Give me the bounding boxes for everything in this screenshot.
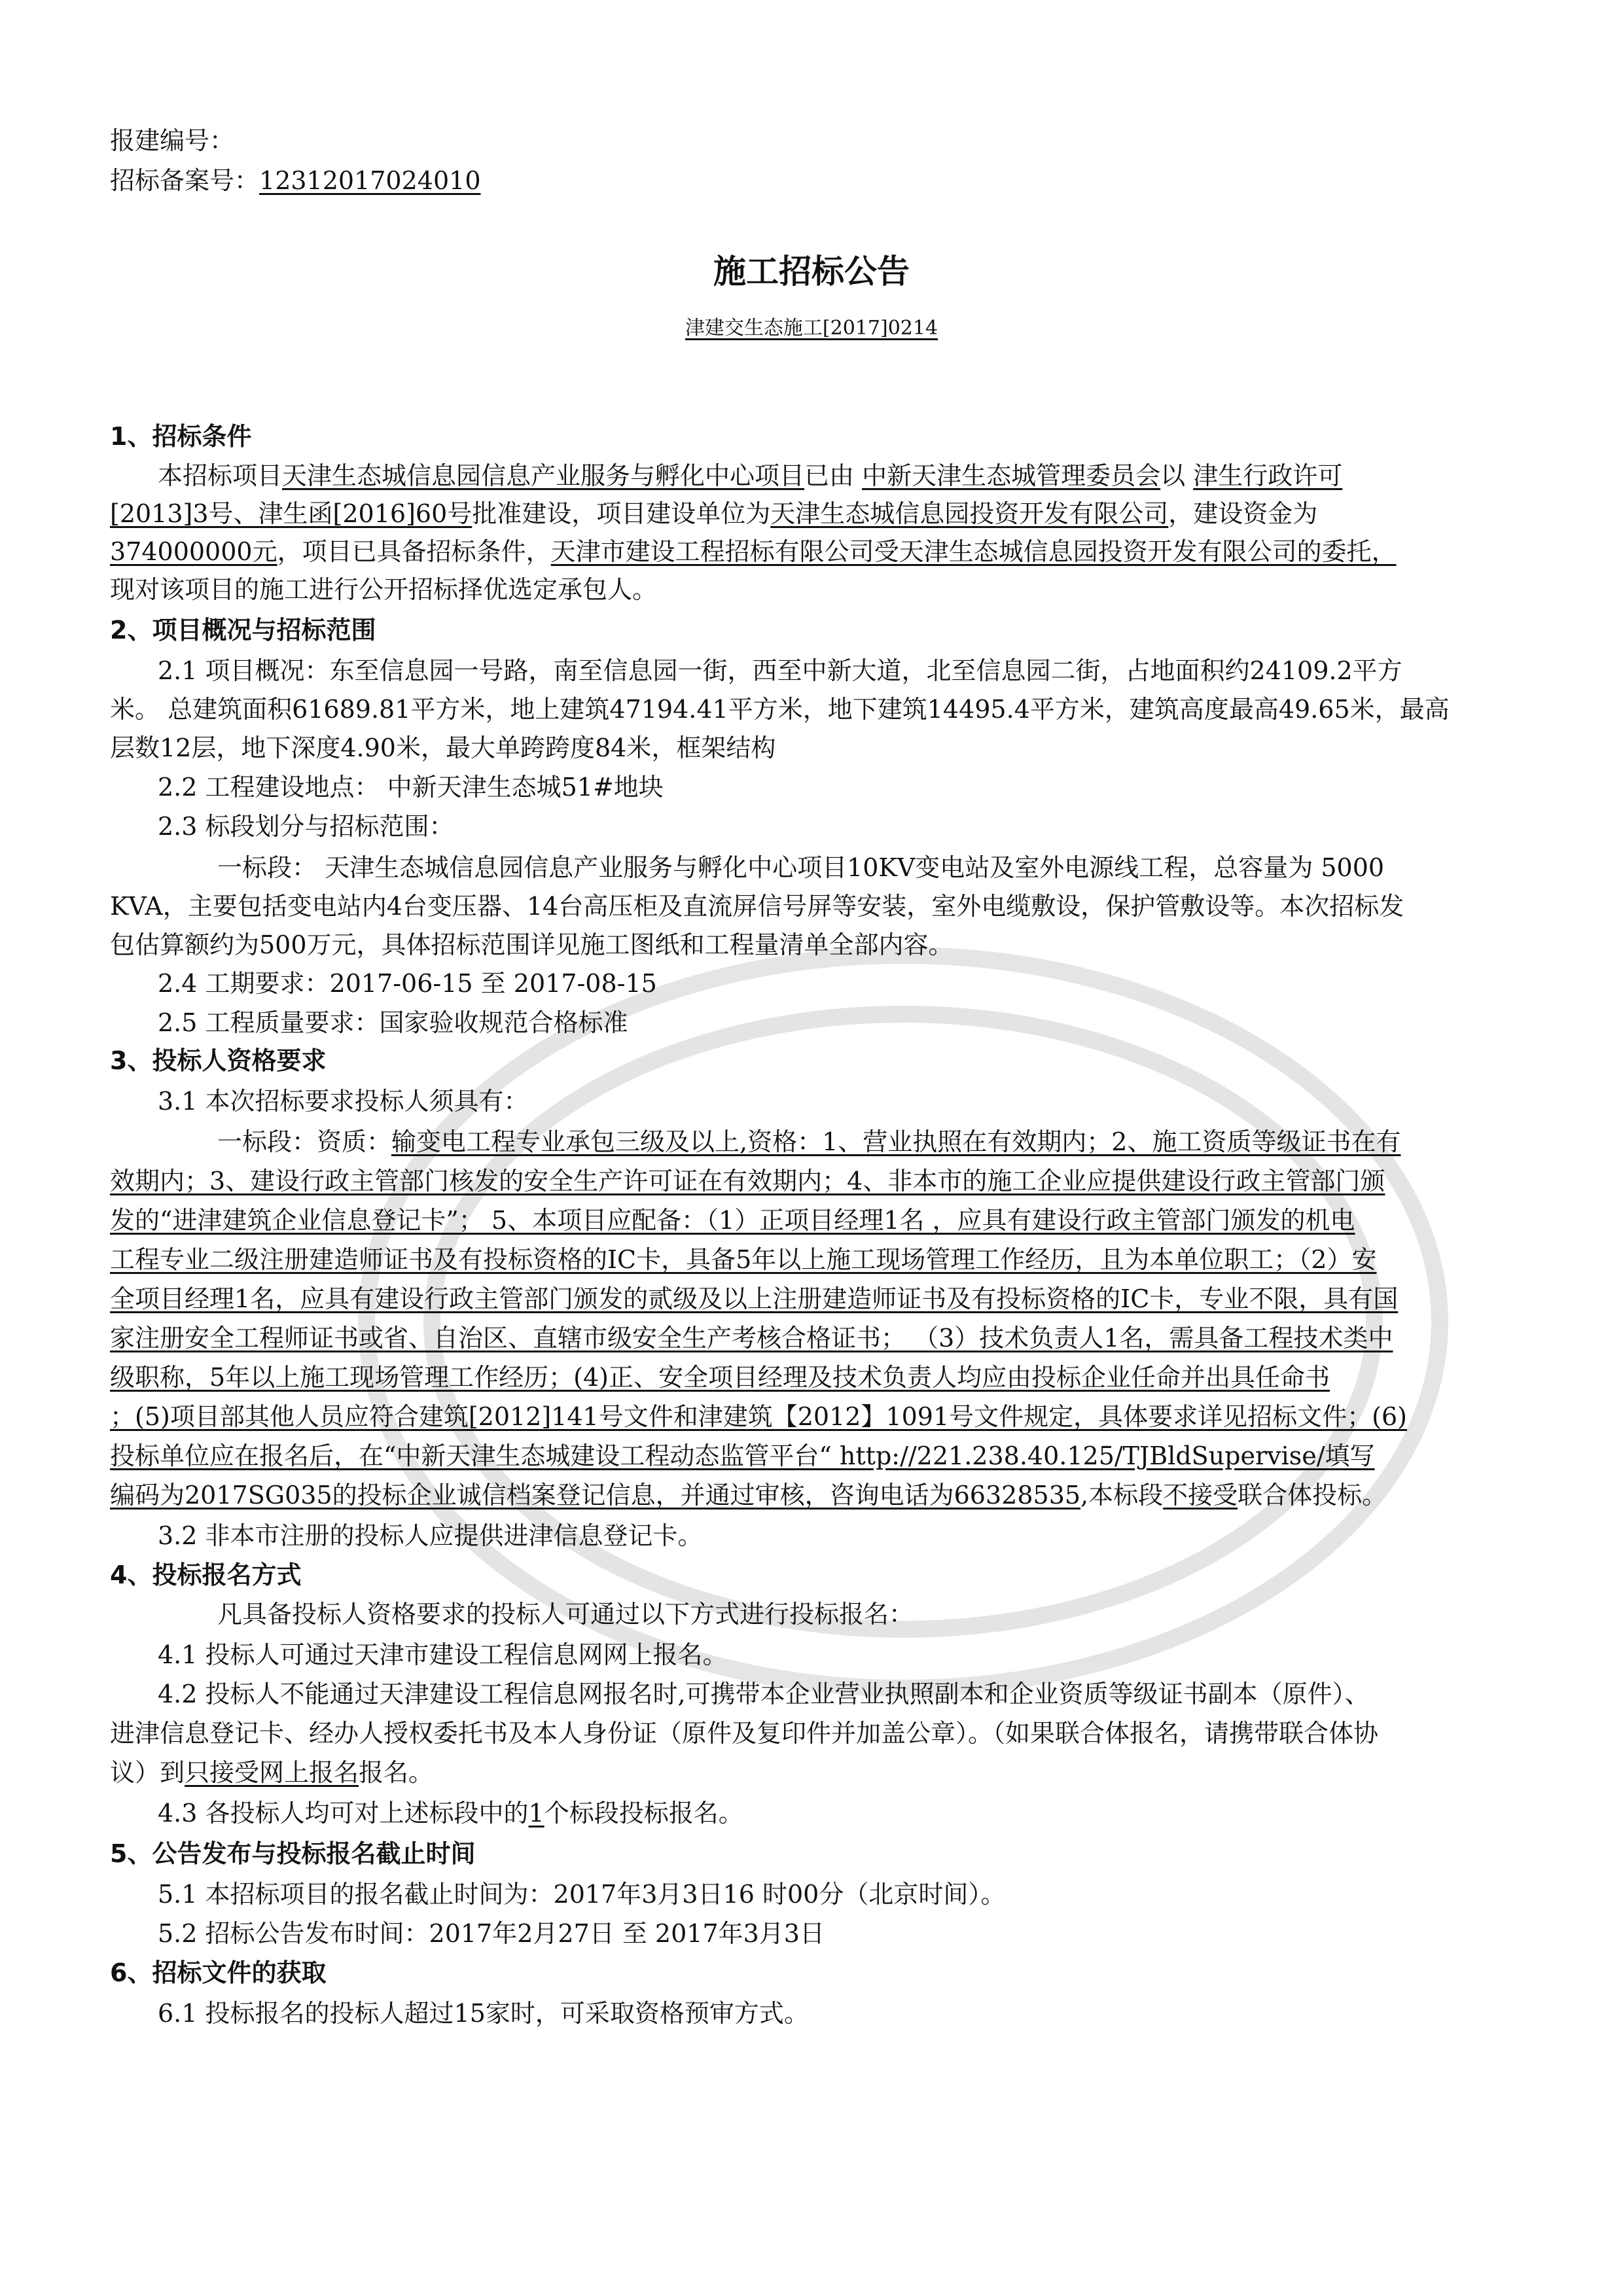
section-3-heading: 3、投标人资格要求 <box>110 1046 327 1075</box>
document-number <box>0 314 1623 343</box>
report-number <box>110 123 1524 158</box>
text-run: 已由 <box>804 461 863 490</box>
registration-offline-line-1: 4.2 投标人不能通过天津建设工程信息网报名时,可携带本企业营业执照副本和企业资质等级证书副本（原件）、 <box>158 1680 1370 1708</box>
qualification-line-3: 发的“进津建筑企业信息登记卡”； 5、本项目应配备：（1）正项目经理1名 ，应具有建设行政主管部门颁发的机电 <box>110 1206 1355 1235</box>
credit-record-text: 编码为2017SG035的投标企业诚信档案登记信息，并通过审核，咨询电话为66328535 <box>110 1481 1081 1510</box>
lot-1-line-3: 包估算额约为500万元，具体招标范围详见施工图纸和工程量清单全部内容。 <box>110 930 954 959</box>
qualification-line-2: 效期内；3、建设行政主管部门核发的安全生产许可证在有效期内；4、非本市的施工企业应提供建设行政主管部门颁 <box>110 1167 1385 1195</box>
registration-deadline: 5.1 本招标项目的报名截止时间为：2017年3月3日16 时00分（北京时间）。 <box>158 1880 1006 1909</box>
text-run: 报名。 <box>359 1758 434 1787</box>
lot-1-line-1: 一标段： 天津生态城信息园信息产业服务与孵化中心项目10KV变电站及室外电源线工程，总容量为 5000 <box>217 853 1385 882</box>
section-1-heading: 1、招标条件 <box>110 422 252 451</box>
overview-line-2: 米。 总建筑面积61689.81平方米，地上建筑47194.41平方米，地下建筑14495.4平方米，建筑高度最高49.65米，最高 <box>110 695 1450 724</box>
text-run: 本招标项目 <box>158 461 283 490</box>
text-run: 一标段：资质： <box>217 1127 392 1156</box>
text-run: ,本标段 <box>1080 1481 1164 1510</box>
construction-site: 2.2 工程建设地点： 中新天津生态城51#地块 <box>158 773 664 802</box>
text-run: ，建设资金为 <box>1168 499 1318 528</box>
lot-registration <box>158 1795 1524 1831</box>
section-1-line-3 <box>110 534 1524 569</box>
registration-intro: 凡具备投标人资格要求的投标人可通过以下方式进行投标报名： <box>217 1600 914 1629</box>
section-6-heading: 6、招标文件的获取 <box>110 1958 327 1987</box>
online-only-note: 只接受网上报名 <box>185 1758 359 1787</box>
overview-line-1: 2.1 项目概况：东至信息园一号路，南至信息园一街，西至中新大道，北至信息园二街，占地面积约24109.2平方 <box>158 656 1402 685</box>
prequalification-note: 6.1 投标报名的投标人超过15家时，可采取资格预审方式。 <box>158 1999 809 2028</box>
overview-line-3: 层数12层，地下深度4.90米，最大单跨跨度84米，框架结构 <box>110 733 776 762</box>
lot-1-line-2: KVA，主要包括变电站内4台变压器、14台高压柜及直流屏信号屏等安装，室外电缆敷设，保护管敷设等。本次招标发 <box>110 892 1404 921</box>
text-run: 联合体投标。 <box>1238 1481 1387 1510</box>
approval-authority: 中新天津生态城管理委员会 <box>862 461 1161 490</box>
filing-number-value: 12312017024010 <box>259 166 481 195</box>
document-number-text: 津建交生态施工[2017]0214 <box>685 317 938 340</box>
construction-unit: 天津生态城信息园投资开发有限公司 <box>770 499 1169 528</box>
registration-offline-line-2: 进津信息登记卡、经办人授权委托书及本人身份证（原件及复印件并加盖公章）。（如果联合体报名，请携带联合体协 <box>110 1719 1379 1748</box>
qualification-line-1 <box>217 1124 1524 1159</box>
section-1-line-2 <box>110 496 1524 531</box>
text-run: ，项目已具备招标条件， <box>277 537 551 566</box>
section-1-line-1 <box>158 458 1524 493</box>
funding-amount: 374000000元 <box>110 537 277 566</box>
quality-requirement: 2.5 工程质量要求：国家验收规范合格标准 <box>158 1008 628 1037</box>
section-1-line-4: 现对该项目的施工进行公开招标择优选定承包人。 <box>110 575 658 604</box>
qualification-line-6: 家注册安全工程师证书或省、自治区、直辖市级安全生产考核合格证书； （3）技术负责人1名，需具备工程技术类中 <box>110 1324 1393 1352</box>
filing-number <box>110 163 1524 198</box>
consortium-rule: 不接受 <box>1163 1481 1238 1510</box>
registration-offline-line-3 <box>110 1755 1524 1790</box>
publication-period: 5.2 招标公告发布时间：2017年2月27日 至 2017年3月3日 <box>158 1919 825 1948</box>
report-number-label: 报建编号： <box>110 126 235 155</box>
qualification-line-5: 全项目经理1名，应具有建设行政主管部门颁发的贰级及以上注册建造师证书及有投标资格的IC卡，专业不限，具有国 <box>110 1284 1399 1313</box>
qualification-line-9: 投标单位应在报名后，在“中新天津生态城建设工程动态监管平台“ http://221.238.40.125/TJBldSupervise/填写 <box>110 1441 1375 1470</box>
schedule: 2.4 工期要求：2017-06-15 至 2017-08-15 <box>158 969 657 998</box>
filing-number-label: 招标备案号： <box>110 166 260 195</box>
text-run: 批准建设，项目建设单位为 <box>472 499 771 528</box>
text-run: 4.3 各投标人均可对上述标段中的 <box>158 1799 529 1828</box>
text-run: 以 <box>1160 461 1194 490</box>
section-4-heading: 4、投标报名方式 <box>110 1561 302 1589</box>
qualification-line-10 <box>110 1477 1524 1513</box>
text-run: 个标段投标报名。 <box>544 1799 743 1828</box>
qualification-text: 输变电工程专业承包三级及以上,资格：1、营业执照在有效期内；2、施工资质等级证书在有 <box>391 1127 1401 1156</box>
non-local-requirement: 3.2 非本市注册的投标人应提供进津信息登记卡。 <box>158 1521 703 1550</box>
project-name: 天津生态城信息园信息产业服务与孵化中心项目 <box>282 461 805 490</box>
qualification-line-8: ；(5)项目部其他人员应符合建筑[2012]141号文件和津建筑【2012】1091号文件规定，具体要求详见招标文件；(6) <box>110 1402 1407 1431</box>
tender-agent: 天津市建设工程招标有限公司受天津生态城信息园投资开发有限公司的委托， <box>550 537 1397 566</box>
section-2-heading: 2、项目概况与招标范围 <box>110 616 376 645</box>
section-5-heading: 5、公告发布与投标报名截止时间 <box>110 1839 476 1868</box>
approval-doc: 津生行政许可 <box>1193 461 1343 490</box>
qualification-line-4: 工程专业二级注册建造师证书及有投标资格的IC卡，具备5年以上施工现场管理工作经历，且为本单位职工；（2）安 <box>110 1245 1377 1274</box>
qualification-intro: 3.1 本次招标要求投标人须具有： <box>158 1087 529 1116</box>
lot-division-label: 2.3 标段划分与招标范围： <box>158 812 454 841</box>
lot-count: 1 <box>528 1799 544 1828</box>
approval-doc-numbers: [2013]3号、津生函[2016]60号 <box>110 499 473 528</box>
registration-online: 4.1 投标人可通过天津市建设工程信息网网上报名。 <box>158 1640 728 1669</box>
qualification-line-7: 级职称，5年以上施工现场管理工作经历；(4)正、安全项目经理及技术负责人均应由投标企业任命并出具任命书 <box>110 1363 1330 1392</box>
page-title: 施工招标公告 <box>713 253 910 291</box>
text-run: 议）到 <box>110 1758 185 1787</box>
